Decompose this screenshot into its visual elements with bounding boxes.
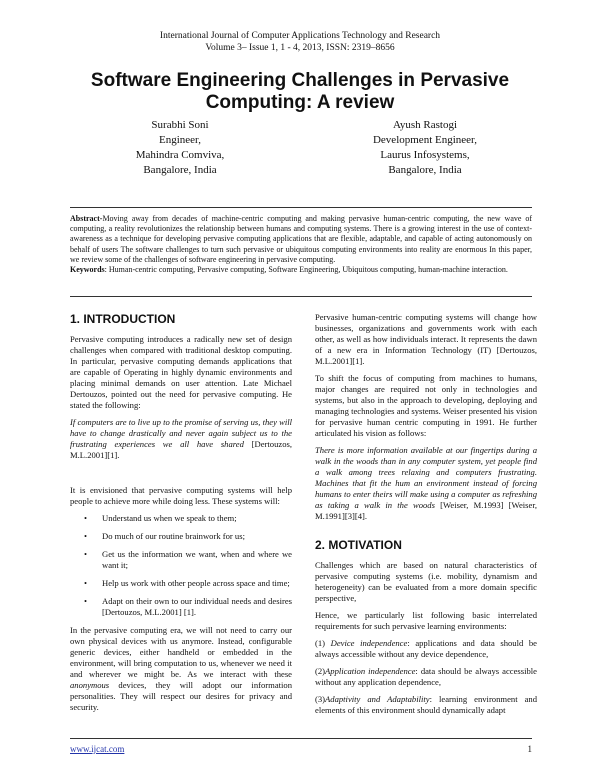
requirement-number: (3) (315, 694, 326, 704)
intro-quote-citation: [Dertouzos, M.L.2001][1]. (70, 439, 292, 460)
intro-paragraph-3 (70, 625, 292, 713)
requirement-term: Application independence (325, 666, 416, 676)
author-block-1 (80, 118, 280, 178)
footer-link[interactable]: www.ijcat.com (70, 744, 125, 754)
bullet-icon: • (84, 578, 88, 588)
right-paragraph-1: Pervasive human-centric computing systems will change how businesses, organizations and governments work with each other, as well as how individuals interact. It represents the dawn of a new era in Information Technology (IT) [Dertouzos, M.L.2001][1]. (315, 312, 537, 366)
requirement-text: : learning environment and elements of this environment should dynamically adapt (315, 694, 537, 715)
right-quote-citation: [Weiser, M.1993] [Weiser, M.1991][3][4]. (315, 500, 537, 521)
requirement-number: (2) (315, 666, 326, 676)
list-item-text: Adapt on their own to our individual needs and desires [Dertouzos, M.L.2001] [1]. (102, 596, 292, 617)
footer-rule (70, 738, 532, 739)
list-item (70, 531, 292, 542)
keywords-text: : Human-centric computing, Pervasive computing, Software Engineering, Ubiquitous computing, human-machine interaction. (104, 265, 508, 275)
motivation-paragraph-2: Hence, we particularly list following basic interrelated requirements for such pervasive learning environments: (315, 610, 537, 631)
author-name: Surabhi Soni (151, 119, 209, 131)
abstract-body (70, 214, 532, 265)
abstract-top-rule (70, 207, 532, 208)
author-org: Laurus Infosystems, (380, 149, 470, 161)
list-item (70, 578, 292, 589)
keywords (70, 265, 532, 275)
intro-paragraph-3-part2: devices, they will adopt our information personalities. They will respect our desires for privacy and security. (70, 680, 292, 712)
paper-title (60, 70, 540, 114)
list-item-text: Understand us when we speak to them; (102, 513, 237, 523)
intro-paragraph-3-emphasis: anonymous (70, 680, 110, 690)
section-heading-motivation: 2. MOTIVATION (315, 538, 402, 552)
right-quote-text: There is more information available at our fingertips during a walk in the woods than in any computer system, yet people find a walk among trees relaxing and computers frustrating. Machines that fit the hum an environment instead of forcing humans to enter theirs will make using a computer as refreshing as taking a walk in the woods (315, 445, 537, 510)
intro-quote-text: If computers are to live up to the promise of serving us, they will have to change drastically and never again subject us to the frustrating experiences we all have shared (70, 417, 292, 449)
author-city: Bangalore, India (143, 164, 217, 176)
right-column (315, 312, 537, 722)
requirement-item-3 (315, 694, 537, 716)
abstract-text: Moving away from decades of machine-centric computing and making pervasive human-centric computing, the new wave of computing, a reality revolutionizes the relationship between humans and computing systems. There is a growing interest in the use of context-awareness as a technique for developing pervasive computing applications that are flexible, adaptable, and capable of acting autonomously on behalf of users The software challenges to turn such pervasive or ubiquitous computing environments into reality are enormous In this paper, we review some of the challenges of software engineering in pervasive computing. (70, 214, 532, 264)
abstract (70, 214, 532, 275)
keywords-label: Keywords (70, 265, 105, 275)
intro-paragraph-3-part1: In the pervasive computing era, we will not need to carry our own physical devices with us anymore. Instead, configurable generic devices, either handheld or embedded in the environment, will bring computation to us, whenever we need it and wherever we might be. As we interact with these (70, 625, 292, 679)
intro-paragraph-2: It is envisioned that pervasive computing systems will help people to achieve more while doing less. These systems will: (70, 485, 292, 506)
list-item (70, 513, 292, 524)
requirement-item-1 (315, 638, 537, 660)
requirement-number: (1) (315, 638, 331, 648)
journal-header (0, 30, 600, 54)
list-item-text: Do much of our routine brainwork for us; (102, 531, 245, 541)
requirement-item-2 (315, 666, 537, 688)
right-paragraph-2: To shift the focus of computing from machines to humans, major changes are required not only in technologies and systems, but also in the approach to developing, deploying and managing technologies and systems. Weiser presented his vision for pervasive human centric computing in 1991. He further articulated his vision as follows: (315, 373, 537, 438)
footer-url[interactable] (70, 744, 124, 754)
list-item (70, 549, 292, 571)
author-city: Bangalore, India (388, 164, 462, 176)
paper-title-line2: Computing: A review (205, 92, 395, 113)
author-block-2 (325, 118, 525, 178)
left-column (70, 312, 292, 719)
intro-bullet-list (70, 513, 292, 618)
bullet-icon: • (84, 531, 88, 541)
paper-title-line1: Software Engineering Challenges in Pervasive (90, 70, 510, 91)
author-role: Engineer, (158, 134, 201, 146)
author-org: Mahindra Comviva, (135, 149, 225, 161)
abstract-label: Abstract- (70, 214, 103, 223)
motivation-paragraph-1: Challenges which are based on natural characteristics of pervasive computing systems (i.e. mobility, dynamism and heterogeneity) can be evaluated from a more domain specific perspective, (315, 560, 537, 603)
bullet-icon: • (84, 513, 88, 523)
requirement-text: : applications and data should be always accessible without any device dependence, (315, 638, 537, 659)
list-item-text: Get us the information we want, when and where we want it; (102, 549, 292, 570)
list-item (70, 596, 292, 618)
right-quote (315, 445, 537, 522)
journal-name: International Journal of Computer Applications Technology and Research (159, 31, 441, 41)
requirement-text: : data should be always accessible without any application dependence, (315, 666, 537, 687)
journal-volume: Volume 3– Issue 1, 1 - 4, 2013, ISSN: 2319–8656 (205, 43, 395, 53)
bullet-icon: • (84, 596, 88, 606)
author-role: Development Engineer, (372, 134, 478, 146)
requirement-term: Device independence (330, 638, 408, 648)
requirement-term: Adaptivity and Adaptability (325, 694, 430, 704)
list-item-text: Help us work with other people across space and time; (102, 578, 290, 588)
page-number: 1 (527, 744, 532, 754)
author-name: Ayush Rastogi (392, 119, 458, 131)
intro-paragraph-1: Pervasive computing introduces a radically new set of design challenges when compared with traditional desktop computing. In particular, pervasive computing demands applications that are capable of Operating in highly dynamic environments and placing minimal demands on user attention. Late Michael Dertouzos, pointed out the need for pervasive computing. He stated the following: (70, 334, 292, 410)
bullet-icon: • (84, 549, 88, 559)
intro-quote (70, 417, 292, 461)
section-heading-introduction: 1. INTRODUCTION (70, 312, 176, 326)
abstract-bottom-rule (70, 296, 532, 297)
